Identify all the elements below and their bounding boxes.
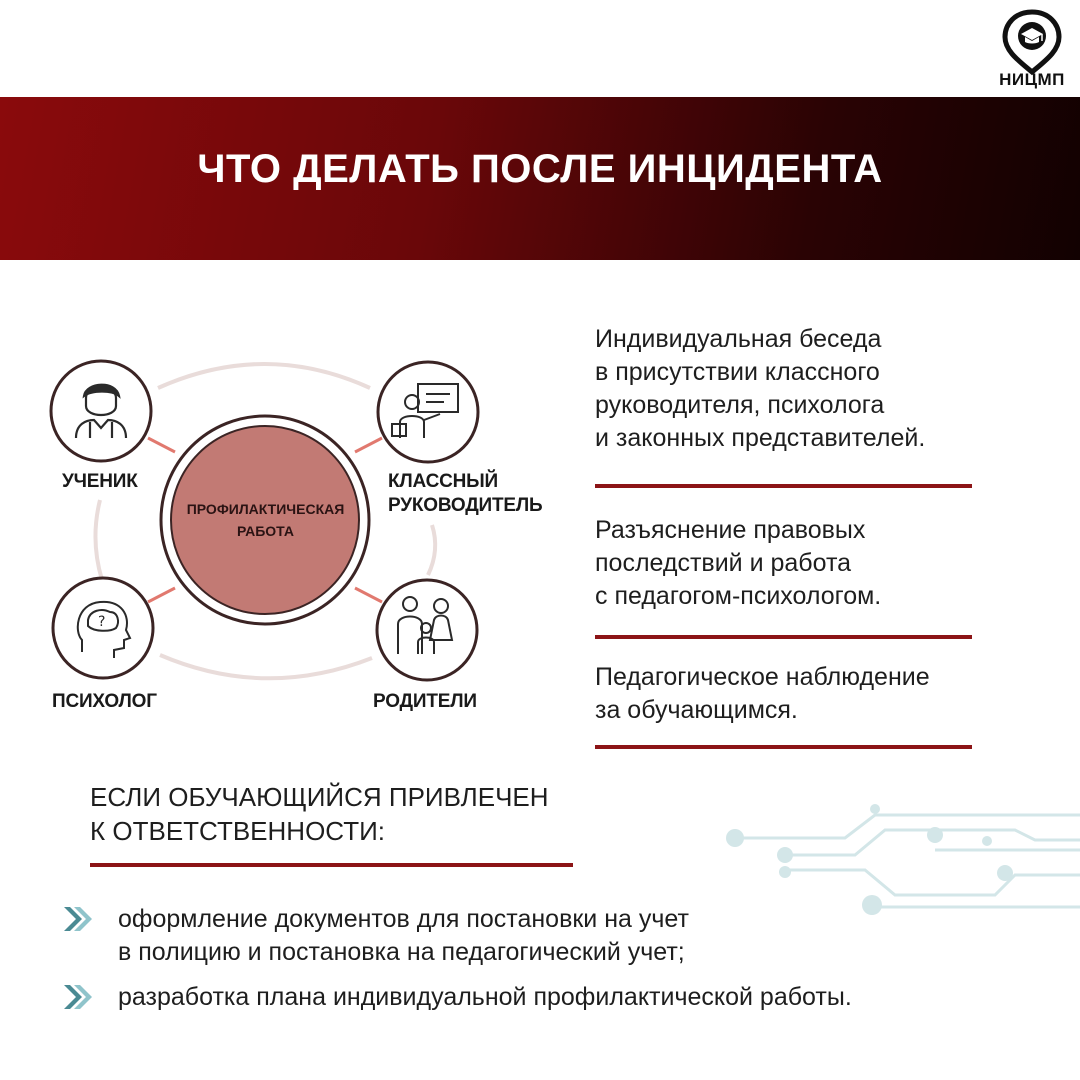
page-title: ЧТО ДЕЛАТЬ ПОСЛЕ ИНЦИДЕНТА: [197, 147, 883, 191]
circuit-decoration: [715, 795, 1080, 925]
label-student: УЧЕНИК: [62, 471, 138, 492]
chevron-bullet-icon: [62, 982, 96, 1012]
parents-node: [377, 580, 477, 680]
responsibility-heading: ЕСЛИ ОБУЧАЮЩИЙСЯ ПРИВЛЕЧЕН К ОТВЕТСТВЕННОСТИ:: [90, 782, 549, 846]
psychologist-node: [53, 578, 153, 678]
prevention-diagram: [30, 340, 560, 730]
responsibility-divider: [90, 863, 573, 867]
title-banner: [0, 97, 1080, 260]
svg-text:?: ?: [98, 614, 106, 630]
label-parents: РОДИТЕЛИ: [373, 691, 477, 712]
action-divider-3: [595, 745, 972, 749]
responsibility-item-2: разработка плана индивидуальной профилактической работы.: [118, 983, 852, 1011]
action-text-1: Индивидуальная беседа в присутствии классного руководителя, психолога и законных представителей.: [595, 325, 926, 452]
action-divider-2: [595, 635, 972, 639]
label-psychologist: ПСИХОЛОГ: [52, 691, 157, 712]
action-divider-1: [595, 484, 972, 488]
logo-text: НИЦМП: [999, 70, 1065, 89]
student-node: [51, 361, 151, 461]
label-teacher: КЛАССНЫЙ РУКОВОДИТЕЛЬ: [388, 471, 543, 516]
center-label: ПРОФИЛАКТИЧЕСКАЯ РАБОТА: [186, 501, 345, 539]
chevron-bullet-icon: [62, 904, 96, 934]
responsibility-item-1: оформление документов для постановки на учет в полицию и постановка на педагогический учет;: [118, 905, 689, 966]
action-text-3: Педагогическое наблюдение за обучающимся.: [595, 663, 930, 724]
teacher-node: [378, 362, 478, 462]
action-text-2: Разъяснение правовых последствий и работа с педагогом-психологом.: [595, 516, 882, 610]
